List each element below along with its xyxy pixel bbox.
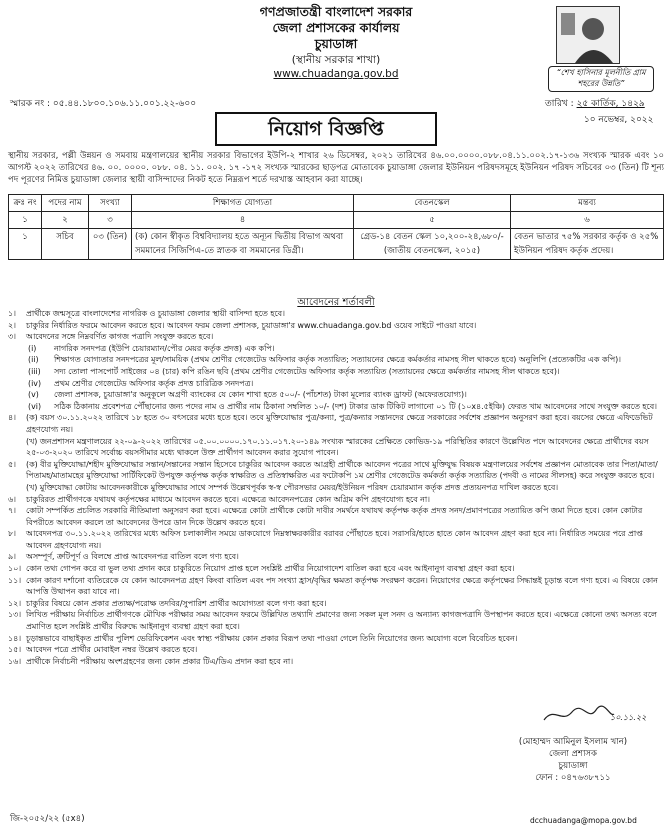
item-text: অসম্পূর্ণ, ক্রটিপূর্ণ ও বিলম্বে প্রাপ্ত আবেদনপত্র বাতিল বলে গণ্য হবে। <box>26 552 239 562</box>
list-item <box>8 633 666 645</box>
item-text: লিখিত পরীক্ষায় নির্বাচিত প্রার্থীগণকে মৌখিক পরীক্ষার সময় আবেদন ফরমে উল্লিখিত তথ্যাদি প্রমাণের জন্য সকল মূল সনদ ও অন্যান্য কাগজপত্রাদি উপস্থাপন করতে হবে। এক্ষেত্রে কোনো তথ্য অসত্য বলে প্রমাণিত হলে সংশ্লিষ্ট প্রার্থীর বিরুদ্ধে আইনানুগ ব্যবস্থা গ্রহণ করা হবে। <box>26 610 657 632</box>
item-number: ৮। <box>8 529 16 539</box>
sub-item <box>8 354 666 366</box>
table-cell-post: সচিব <box>42 229 89 260</box>
item-number: ১১। <box>8 575 22 585</box>
table-cell-count: ০৩ (তিন) <box>89 229 132 260</box>
intro-paragraph: স্থানীয় সরকার, পল্লী উন্নয়ন ও সমবায় মন্ত্রণালয়ের স্থানীয় সরকার বিভাগের ইউপি-২ শাখার ২৬ ডিসেম্বর, ২০২১ তারিখের ৪৬.০০.০০০০.০৮৮.০৪.১১.০০২.১৭-১৩৬ সংখ্যক স্মারক এবং ১০ আগস্ট ২০২২ তারিখের ৪৬. ০০. ০০০০. ০৮৮. ০৪. ১১. ০০২. ১৭ -১৭২ সংখ্যক স্মারকের ছাড়পত্র মোতাবেক চুয়াডাঙ্গা জেলার ইউনিয়ন পরিষদসমূহে ইউনিয়ন পরিষদ সচিবের ০৩ (তিন) টি শূন্য পদ পূরণের নিমিত্ত চুয়াডাঙ্গা জেলার স্থায়ী বাসিন্দাদের নিকট হতে নিম্নরূপ শর্তে দরখাস্ত আহবান করা যাচ্ছে। <box>8 151 664 185</box>
signatory-block <box>488 736 658 784</box>
list-item <box>8 656 666 668</box>
item-number: ১৬। <box>8 656 22 666</box>
sub-item <box>8 343 666 355</box>
item-text: চাকুরির বিষয়ে কোন প্রকার প্রত্যক্ষ/পরোক্ষ তদবির/সুপারিশ প্রার্থীর অযোগ্যতা বলে গণ্য করা হবে। <box>26 598 327 608</box>
item-number: ১। <box>8 309 16 318</box>
item-number: ১০। <box>8 564 22 574</box>
item-number: ১৩। <box>8 610 22 620</box>
vacancy-table <box>8 194 664 260</box>
table-cell: ১ <box>9 212 42 229</box>
item-text: চূড়ান্তভাবে বাছাইকৃত প্রার্থীর পুলিশ ভেরিফিকেশন এবং স্বাস্থ্য পরীক্ষায় কোন প্রকার বিরূপ তথ্য পাওয়া গেলে তিনি নিয়োগের জন্য অযোগ্য বলে বিবেচিত হবেন। <box>26 633 518 643</box>
item-number: ৯। <box>8 552 16 562</box>
sub-item <box>8 378 666 390</box>
item-text: (ক) বীর মুক্তিযোদ্ধা/শহীদ মুক্তিযোদ্ধার সন্তান/সন্তানের সন্তান হিসেবে চাকুরির আবেদন করতে আগ্রহী প্রার্থীকে আবেদন পত্রের সাথে মুক্তিযুদ্ধ বিষয়ক মন্ত্রণালয়ের সর্বশেষ প্রজ্ঞাপন মোতাবেক তার পিতা/মাতা/পিতামহ/মাতামহের মুক্তিযোদ্ধা সার্টিফিকেট উপযুক্ত কর্তৃপক্ষ কর্তৃক স্বাক্ষরিত ও প্রতিস্বাক্ষরিত এর ফটোকপি ১ম শ্রেণীর গেজেটেড কর্মকর্তা কর্তৃক সত্যায়িত (পদবী ও নামের সীলসহ) করে সংযুক্ত করতে হবে। <box>26 459 658 481</box>
sub-text: জেলা প্রশাসক, চুয়াডাঙ্গা'র অনুকূলে অগ্রণী ব্যাংকের যে কোন শাখা হতে ৫০০/- (পাঁচশত) টাকা মূল্যের ব্যাংক ড্রাফট (অফেরতযোগ্য)। <box>54 390 467 400</box>
footer-code: জি-২০৫২/২২ (৫x৪) <box>10 814 85 824</box>
sub-number: (iv) <box>28 378 42 388</box>
sub-item <box>8 401 666 413</box>
list-item <box>8 644 666 656</box>
list-item <box>8 575 666 598</box>
list-item <box>8 598 666 610</box>
item-number: ৩। <box>8 332 16 342</box>
item-number: ১৫। <box>8 645 22 655</box>
date-english: ১০ নভেম্বর, ২০২২ <box>583 115 654 125</box>
conditions-list <box>8 308 666 667</box>
item-text: আবেদনের সঙ্গে নিম্নবর্ণিত কাগজ পত্রাদি সংযুক্ত করতে হবে। <box>26 332 214 342</box>
branch-heading: (স্থানীয় সরকার শাখা) <box>291 54 381 66</box>
sub-number: (iii) <box>28 366 41 376</box>
date-label: তারিখ : <box>545 99 574 109</box>
sub-text: প্রথম শ্রেণীর গেজেটেড অফিসার কর্তৃক প্রদত্ত চারিত্রিক সনদপত্র। <box>54 378 254 388</box>
table-header-row <box>9 195 664 212</box>
table-header: বেতনস্কেল <box>354 195 511 212</box>
notice-title: নিয়োগ বিজ্ঞপ্তি <box>215 112 437 146</box>
signatory-name: (মোহাম্মদ আমিনুল ইসলাম খান) <box>518 737 628 747</box>
table-cell-scale: গ্রেড-১৪ বেতন স্কেল ১০,২০০-২৪,৬৮০/- (জাতীয় বেতনস্কেল, ২০১৫) <box>354 229 511 260</box>
sub-number: (i) <box>28 343 37 353</box>
sub-text: সঠিক ঠিকানায় প্রবেশপত্র পৌঁছানোর জন্য পদের নাম ও প্রার্থীর নাম ঠিকানা সম্বলিত ১০/- (দশ) টাকার ডাক টিকিট লাগানো ০১ টি (১০x৪.৫ইঞ্চি) ফেরত খাম আবেদনের সাথে সংযুক্ত করতে হবে। <box>54 401 657 411</box>
office-heading: জেলা প্রশাসকের কার্যালয় <box>272 20 400 35</box>
memo-number: স্মারক নং : ০৫.৪৪.১৮০০.১০৬.১১.০০১.২২-৬০০ <box>10 99 197 109</box>
table-number-row <box>9 212 664 229</box>
signatory-designation: জেলা প্রশাসক <box>549 749 597 759</box>
sub-text: নাগরিক সনদপত্র (ইউপি চেয়ারম্যান/পৌর মেয়র কর্তৃক প্রদত্ত) এক কপি। <box>54 343 275 353</box>
table-header: সংখ্যা <box>89 195 132 212</box>
item-text: প্রার্থীকে জন্মসূত্রে বাংলাদেশের নাগরিক ও চুয়াডাঙ্গা জেলার স্থায়ী বাসিন্দা হতে হবে। <box>26 309 285 318</box>
list-item <box>8 412 666 435</box>
table-cell: ২ <box>42 212 89 229</box>
sub-text: শিক্ষাগত যোগ্যতার সনদপত্রের মূল/সাময়িক (প্রথম শ্রেণীর গেজেটেড অফিসার কর্তৃক সত্যায়িত; সত্যায়নের ক্ষেত্রে কর্মকর্তার নামসহ সীল থাকতে হবে) অনুলিপি (প্রত্যেকটির এক কপি)। <box>54 355 621 365</box>
item-text: চাকুরির নির্ধারিত ফরমে আবেদন করতে হবে। আবেদন ফরম জেলা প্রশাসক, চুয়াডাঙ্গা'র www.chuadanga.gov.bd ওয়েব সাইটে পাওয়া যাবে। <box>26 320 477 330</box>
item-text: কোন কারণ দর্শানো ব্যতিরেকে যে কোন আবেদনপত্র গ্রহণ কিংবা বাতিল এবং পদ সংখ্যা হ্রাস/বৃদ্ধির ক্ষমতা কর্তৃপক্ষ সংরক্ষণ করেন। নিয়োগের ক্ষেত্রে কর্তৃপক্ষের সিদ্ধান্তই চূড়ান্ত বলে গণ্য হবে। এ বিষয়ে কোন আপত্তি উত্থাপন করা যাবে না। <box>26 575 658 597</box>
date-bengali: ২৫ কার্তিক, ১৪২৯ <box>576 99 645 109</box>
item-number: ৪। <box>8 413 16 423</box>
item-text: চাকুরিরত প্রার্থীগণকে যথাযথ কর্তৃপক্ষের মাধ্যমে আবেদন করতে হবে। এক্ষেত্রে আবেদনপত্রের কোন অগ্রিম কপি গ্রহণযোগ্য হবে না। <box>26 494 430 504</box>
sub-number: (v) <box>28 390 39 400</box>
table-header: শিক্ষাগত যোগ্যতা <box>132 195 354 212</box>
item-number <box>8 482 26 494</box>
signature-date: ১০.১১.২২ <box>610 713 647 722</box>
signature-image <box>540 704 650 726</box>
item-number: ১৪। <box>8 633 22 643</box>
table-cell: ৫ <box>354 212 511 229</box>
gov-heading: গণপ্রজাতন্ত্রী বাংলাদেশ সরকার <box>259 4 413 19</box>
list-item <box>8 482 666 494</box>
conditions-title: আবেদনের শর্তাবলী <box>297 297 375 308</box>
email-address[interactable]: dcchuadanga@mopa.gov.bd <box>530 816 637 825</box>
list-item <box>8 308 666 320</box>
item-text: প্রার্থীকে নির্বাচনী পরীক্ষায় অংশগ্রহণের জন্য কোন প্রকার টিএ/ডিএ প্রদান করা হবে না। <box>26 656 294 666</box>
item-text: আবেদন পত্রে প্রার্থীর মোবাইল নম্বর উল্লেখ করতে হবে। <box>26 645 198 655</box>
item-text: আবেদনপত্র ৩০.১১.২০২২ তারিখের মধ্যে অফিস চলাকালীন সময়ে ডাকযোগে নিম্নস্বাক্ষরকারীর বরাবর পৌঁছাতে হবে। সরাসরি/হাতে হাতে কোন আবেদন গ্রহণ করা হবে না। নির্ধারিত সময়ের পরে প্রাপ্ত আবেদন গ্রহণযোগ্য নয়। <box>26 529 643 550</box>
signatory-district: চুয়াডাঙ্গা <box>558 761 588 771</box>
table-cell: ৩ <box>89 212 132 229</box>
item-number: ২। <box>8 320 16 330</box>
table-row <box>9 229 664 260</box>
table-cell: ৬ <box>511 212 664 229</box>
website-link[interactable]: www.chuadanga.gov.bd <box>273 68 399 80</box>
item-number: ৫। <box>8 459 16 469</box>
signatory-phone: ফোন : ০৪৭৬৩৮৭১১ <box>535 773 611 783</box>
sub-number: (ii) <box>28 355 39 365</box>
table-header: মন্তব্য <box>511 195 664 212</box>
table-cell-qualification: (ক) কোন স্বীকৃত বিশ্ববিদ্যালয় হতে অন্যূন দ্বিতীয় বিভাগ অথবা সমমানের সিজিপিএ-তে স্নাতক বা সমমানের ডিগ্রী। <box>132 229 354 260</box>
list-item <box>8 320 666 332</box>
list-item <box>8 494 666 506</box>
sub-text: সদ্য তোলা পাসপোর্ট সাইজের ০৪ (চার) কপি রঙিন ছবি (প্রথম শ্রেণীর গেজেটেড অফিসার কর্তৃক সত্যায়িত (সত্যায়নের ক্ষেত্রে কর্মকর্তার নামসহ সীল থাকতে হবে)। <box>54 366 560 376</box>
item-number <box>8 436 26 459</box>
list-item <box>8 609 666 632</box>
portrait-icon <box>557 7 619 63</box>
sub-number: (vi) <box>28 401 42 411</box>
list-item <box>8 331 666 343</box>
item-text: কোটা সম্পর্কিত প্রচলিত সরকারি নীতিমালা অনুসরণ করা হবে। এক্ষেত্রে কোটা প্রার্থীকে কোটা দাবীর সমর্থনে যথাযথ কর্তৃপক্ষ কর্তৃক প্রদত্ত সনদ/প্রমাণপত্রের সত্যায়িত কপি জমা দিতে হবে। কোন কোটার বিপরীতে আবেদন করলে তা আবেদনের উপরে ডান দিকে উল্লেখ করতে হবে। <box>26 506 643 527</box>
item-text: (ক) বয়স ৩০.১১.২০২২ তারিখে ১৮ হতে ৩০ বৎসরের মধ্যে হতে হবে। তবে মুক্তিযোদ্ধার পুত্র/কন্যা, পুত্র/কন্যার সন্তানদের ক্ষেত্রে সরকারের সর্বশেষ প্রজ্ঞাপন অনুসরণ করা হবে। বয়সের ক্ষেত্রে এফিডেভিট গ্রহণযোগ্য নয়। <box>26 413 653 434</box>
item-number: ৭। <box>8 506 16 516</box>
date-block <box>545 96 654 128</box>
item-number: ১২। <box>8 598 22 608</box>
item-number: ৬। <box>8 494 16 504</box>
district-heading: চুয়াডাঙ্গা <box>314 36 358 51</box>
table-cell-sl: ১ <box>9 229 42 260</box>
slogan-box: “শেখ হাসিনার মূলনীতি গ্রাম শহরের উন্নতি” <box>548 66 654 92</box>
table-header: পদের নাম <box>42 195 89 212</box>
list-item <box>8 551 666 563</box>
list-item <box>8 528 666 551</box>
list-item <box>8 436 666 459</box>
list-item <box>8 505 666 528</box>
item-text: (খ) মুক্তিযোদ্ধা কোটায় আবেদনকারীকে মুক্তিযোদ্ধার সাথে সম্পর্ক উল্লেখপূর্বক স্ব-স্ব পৌরসভার মেয়র/ইউনিয়ন পরিষদ চেয়ারম্যান কর্তৃক প্রদত্ত প্রত্যয়নপত্র দাখিল করতে হবে। <box>26 482 559 492</box>
sub-item <box>8 366 666 378</box>
item-text: কোন তথ্য গোপন করে বা ভুল তথ্য প্রদান করে চাকুরিতে নিয়োগ প্রাপ্ত হলে সংশ্লিষ্ট প্রার্থীর নিয়োগাদেশ বাতিল করা হবে এবং আইনানুগ ব্যবস্থা গ্রহণ করা হবে। <box>26 564 515 574</box>
sub-item <box>8 389 666 401</box>
portrait-image <box>556 6 620 64</box>
table-cell-remark: বেতন ভাতার ৭৫% সরকার কর্তৃক ও ২৫% ইউনিয়ন পরিষদ কর্তৃক প্রদেয়। <box>511 229 664 260</box>
item-text: (খ) জনপ্রশাসন মন্ত্রণালয়ের ২২-০৯-২০২২ তারিখের ০৫.০০.০০০০.১৭০.১১.০১৭.২০-১৪৯ সংখ্যক স্মারকের প্রেক্ষিতে কোভিড-১৯ পরিস্থিতির কারণে উল্লেখিত পদে আবেদনের ক্ষেত্রে প্রার্থীদের বয়স ২৫-০৩-২০২০ তারিখে সর্বোচ্চ বয়সসীমার মধ্যে থাকলে উক্ত প্রার্থীগণ আবেদন করার সুযোগ পাবেন। <box>26 436 649 458</box>
table-header: ক্রঃ নং <box>9 195 42 212</box>
list-item <box>8 563 666 575</box>
table-cell: ৪ <box>132 212 354 229</box>
list-item <box>8 459 666 482</box>
